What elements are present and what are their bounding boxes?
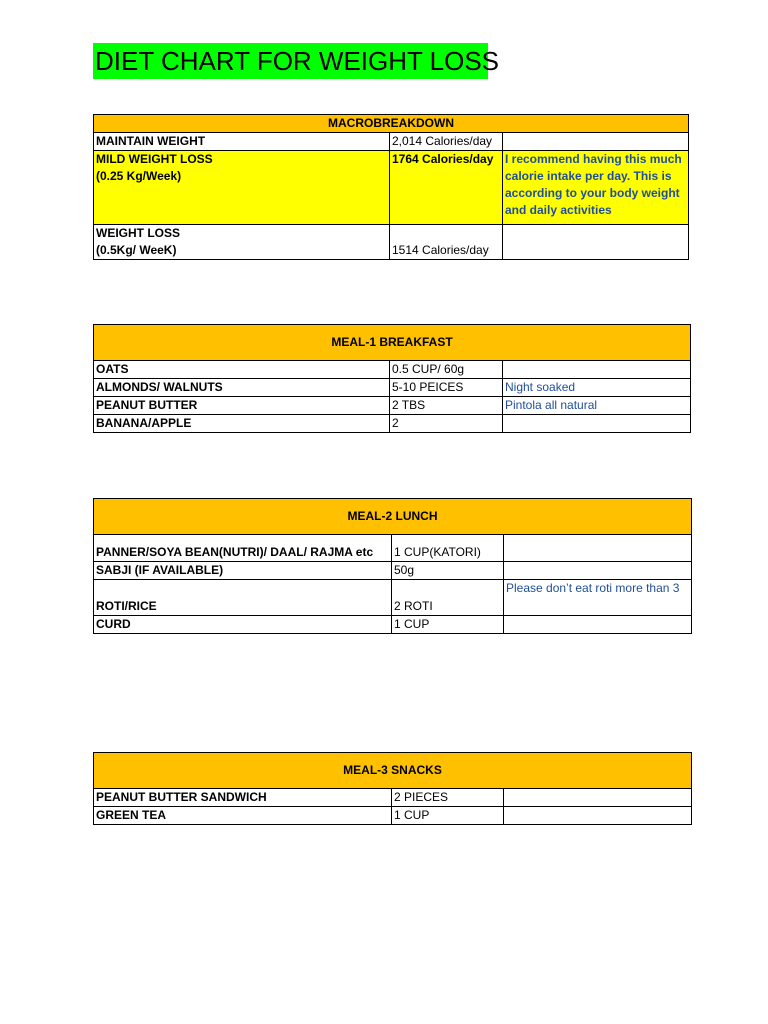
meal-3-qty: 2 PIECES [392,789,504,807]
meal-3-table [93,752,692,825]
meal-1-item: PEANUT BUTTER [94,397,390,415]
mild-weight-loss-label [94,151,390,225]
meal-3-item: GREEN TEA [94,807,392,825]
meal-2-qty: 50g [392,562,504,580]
meal-2-qty: 1 CUP [392,616,504,634]
meal-2-table [93,498,692,634]
weight-loss-label [94,225,390,260]
meal-1-note [503,361,691,379]
meal-2-note [504,535,692,562]
page-title: DIET CHART FOR WEIGHT LOSS [93,43,488,79]
meal-1-qty: 5-10 PEICES [390,379,503,397]
meal-2-header: MEAL-2 LUNCH [94,499,692,535]
maintain-weight-label: MAINTAIN WEIGHT [94,133,390,151]
meal-1-note [503,415,691,433]
meal-1-qty: 2 [390,415,503,433]
meal-2-item: SABJI (IF AVAILABLE) [94,562,392,580]
weight-loss-rate: (0.5Kg/ WeeK) [96,243,177,257]
maintain-weight-note [503,133,689,151]
meal-3-qty: 1 CUP [392,807,504,825]
meal-2-item: CURD [94,616,392,634]
meal-1-qty: 0.5 CUP/ 60g [390,361,503,379]
weight-loss-calories: 1514 Calories/day [390,225,503,260]
macro-header: MACROBREAKDOWN [94,115,689,133]
weight-loss-title: WEIGHT LOSS [96,226,180,240]
meal-2-item: PANNER/SOYA BEAN(NUTRI)/ DAAL/ RAJMA etc [94,535,392,562]
meal-1-note: Night soaked [503,379,691,397]
meal-2-qty: 1 CUP(KATORI) [392,535,504,562]
meal-3-note [504,789,692,807]
mild-weight-loss-title: MILD WEIGHT LOSS [96,152,213,166]
weight-loss-note [503,225,689,260]
meal-3-note [504,807,692,825]
mild-weight-loss-calories: 1764 Calories/day [390,151,503,225]
meal-1-item: BANANA/APPLE [94,415,390,433]
meal-2-note [504,616,692,634]
meal-3-item: PEANUT BUTTER SANDWICH [94,789,392,807]
meal-2-note: Please don’t eat roti more than 3 [504,580,692,616]
mild-weight-loss-rate: (0.25 Kg/Week) [96,169,182,183]
meal-2-item: ROTI/RICE [94,580,392,616]
meal-1-item: OATS [94,361,390,379]
meal-1-qty: 2 TBS [390,397,503,415]
meal-2-note [504,562,692,580]
macro-breakdown-table [93,114,689,260]
meal-1-header: MEAL-1 BREAKFAST [94,325,691,361]
meal-1-table [93,324,691,433]
mild-weight-loss-note: I recommend having this much calorie intake per day. This is according to your body weight and daily activities [503,151,689,225]
meal-1-note: Pintola all natural [503,397,691,415]
meal-3-header: MEAL-3 SNACKS [94,753,692,789]
maintain-weight-calories: 2,014 Calories/day [390,133,503,151]
meal-1-item: ALMONDS/ WALNUTS [94,379,390,397]
meal-2-qty: 2 ROTI [392,580,504,616]
